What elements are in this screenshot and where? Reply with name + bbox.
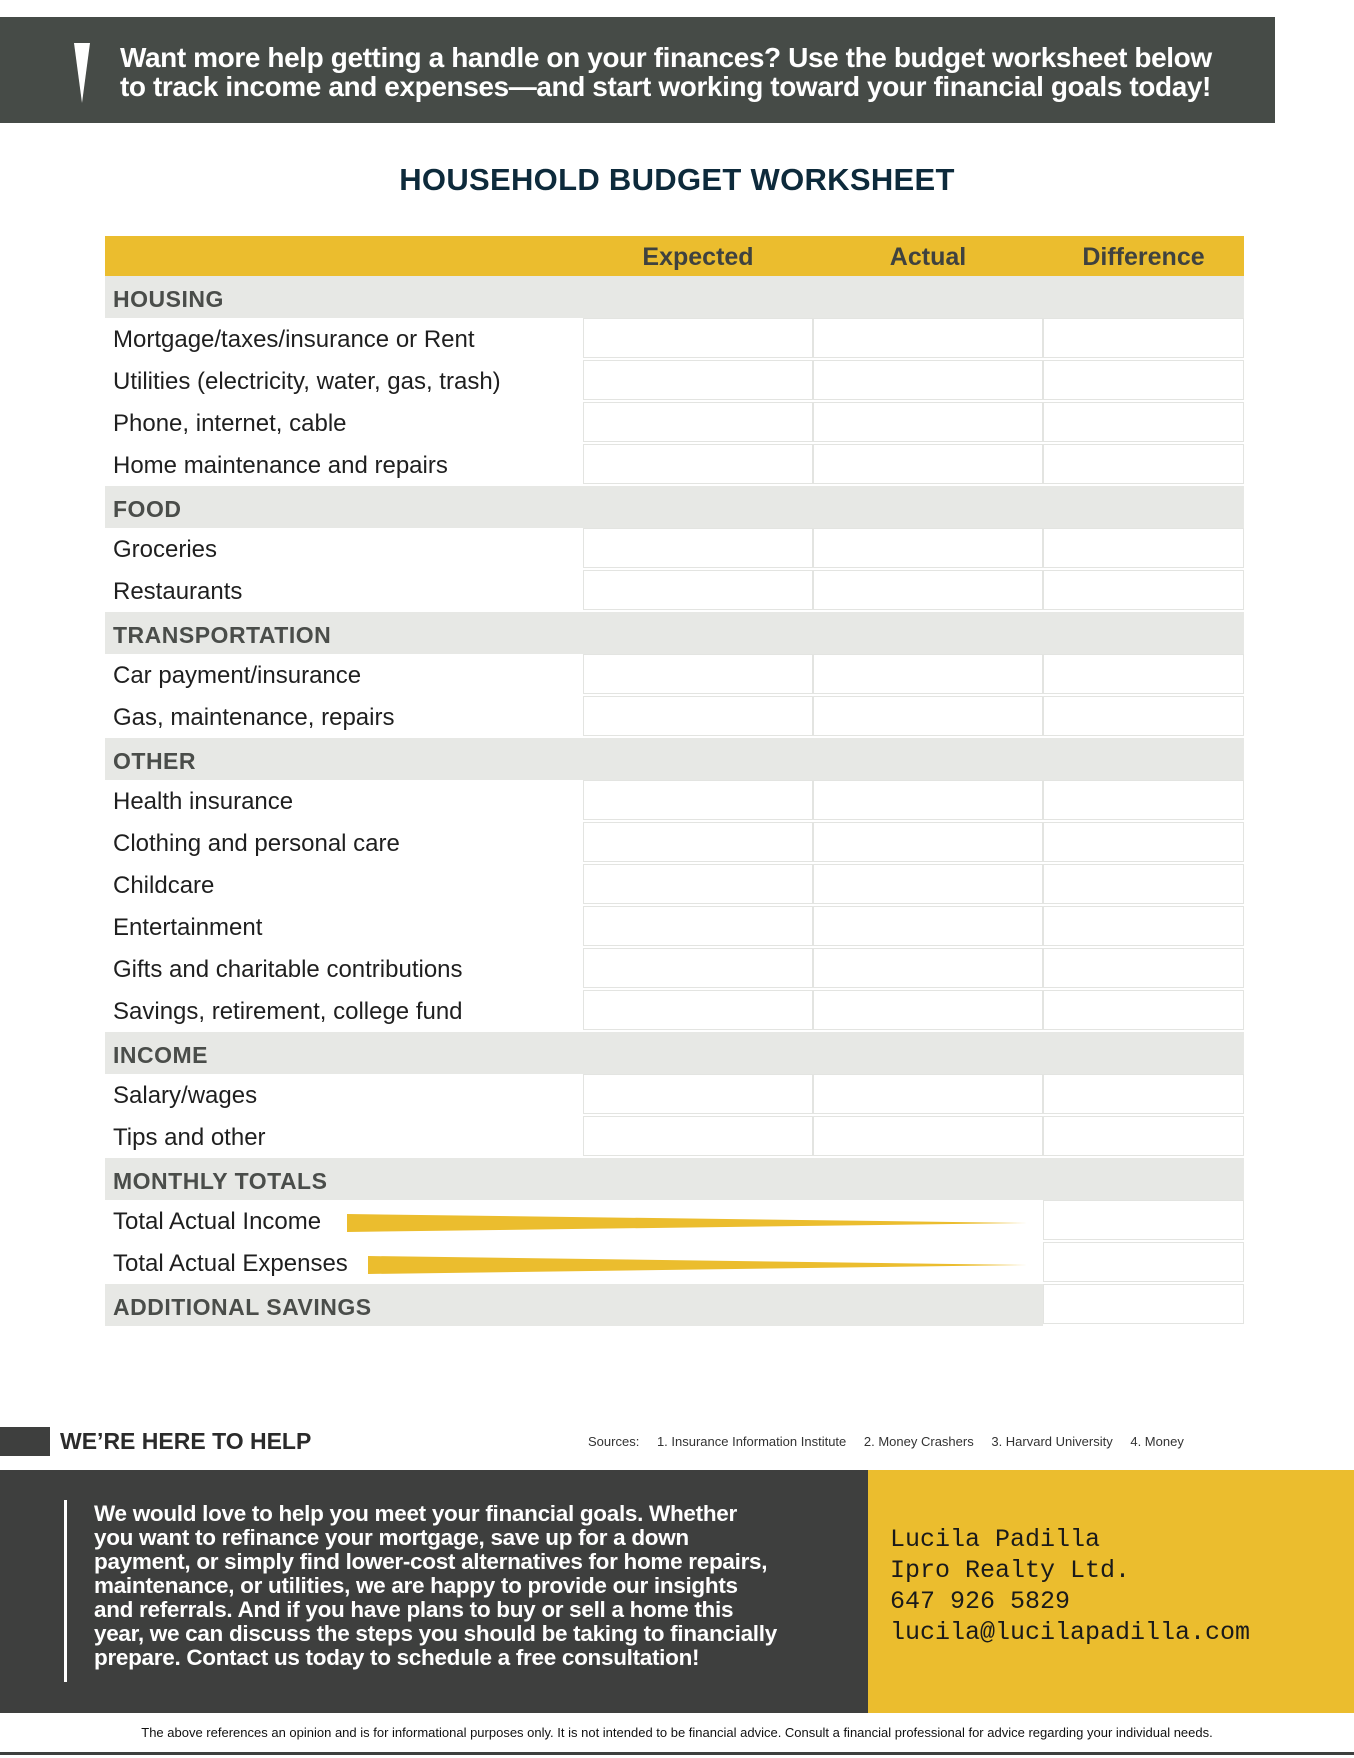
- difference-cell[interactable]: [1043, 696, 1244, 736]
- row-label: Salary/wages: [113, 1082, 258, 1109]
- intro-banner: [0, 17, 1275, 123]
- actual-cell[interactable]: [813, 822, 1043, 862]
- row-label: Home maintenance and repairs: [113, 452, 448, 479]
- expected-cell[interactable]: [583, 948, 813, 988]
- section-label: TRANSPORTATION: [113, 622, 332, 648]
- column-header-row: [105, 236, 1244, 276]
- total-expenses-cell[interactable]: [1043, 1242, 1244, 1282]
- row-label: Utilities (electricity, water, gas, trash): [113, 368, 501, 395]
- row-label: Car payment/insurance: [113, 662, 362, 689]
- row-label: Gas, maintenance, repairs: [113, 704, 395, 731]
- row-label: Health insurance: [113, 788, 294, 815]
- section-label: MONTHLY TOTALS: [113, 1168, 328, 1194]
- difference-cell[interactable]: [1043, 402, 1244, 442]
- contact-company: Ipro Realty Ltd.: [890, 1556, 1131, 1585]
- source-item: 1. Insurance Information Institute: [656, 1434, 847, 1449]
- difference-cell[interactable]: [1043, 1116, 1244, 1156]
- source-item: 4. Money: [1130, 1434, 1184, 1449]
- table-row: [105, 360, 1244, 402]
- row-label: Gifts and charitable contributions: [113, 956, 463, 983]
- help-line: and referrals. And if you have plans to buy or sell a home this: [94, 1597, 734, 1622]
- actual-cell[interactable]: [813, 1074, 1043, 1114]
- actual-cell[interactable]: [813, 402, 1043, 442]
- difference-cell[interactable]: [1043, 990, 1244, 1030]
- source-item: 3. Harvard University: [991, 1434, 1113, 1449]
- total-income-cell[interactable]: [1043, 1200, 1244, 1240]
- difference-cell[interactable]: [1043, 948, 1244, 988]
- difference-cell[interactable]: [1043, 528, 1244, 568]
- actual-cell[interactable]: [813, 948, 1043, 988]
- actual-cell[interactable]: [813, 906, 1043, 946]
- difference-cell[interactable]: [1043, 318, 1244, 358]
- help-accent-bar: [0, 1427, 50, 1456]
- actual-cell[interactable]: [813, 864, 1043, 904]
- section-housing: [105, 276, 1244, 318]
- expected-cell[interactable]: [583, 1116, 813, 1156]
- help-message: [94, 1502, 814, 1670]
- source-item: 2. Money Crashers: [863, 1434, 974, 1449]
- help-line: maintenance, or utilities, we are happy to provide our insights: [94, 1573, 738, 1598]
- row-label: Mortgage/taxes/insurance or Rent: [113, 326, 475, 353]
- expected-cell[interactable]: [583, 990, 813, 1030]
- bottom-rule: [0, 1752, 1354, 1755]
- table-row: [105, 528, 1244, 570]
- section-label: ADDITIONAL SAVINGS: [113, 1294, 372, 1320]
- sources-label: Sources:: [588, 1434, 640, 1449]
- row-label: Total Actual Expenses: [113, 1250, 348, 1277]
- actual-cell[interactable]: [813, 528, 1043, 568]
- table-row: [105, 822, 1244, 864]
- table-row: [105, 1200, 1244, 1242]
- expected-cell[interactable]: [583, 864, 813, 904]
- row-label: Tips and other: [113, 1124, 266, 1151]
- row-label: Phone, internet, cable: [113, 410, 347, 437]
- row-label: Entertainment: [113, 914, 263, 941]
- intro-text: [120, 43, 1240, 101]
- table-row: [105, 1242, 1244, 1284]
- difference-cell[interactable]: [1043, 1074, 1244, 1114]
- expected-cell[interactable]: [583, 528, 813, 568]
- table-row: [105, 1116, 1244, 1158]
- table-row: [105, 654, 1244, 696]
- table-row: [105, 696, 1244, 738]
- expected-cell[interactable]: [583, 402, 813, 442]
- difference-cell[interactable]: [1043, 570, 1244, 610]
- actual-cell[interactable]: [813, 360, 1043, 400]
- help-line: year, we can discuss the steps you should be taking to financially: [94, 1621, 777, 1646]
- section-other: [105, 738, 1244, 780]
- contact-name: Lucila Padilla: [890, 1525, 1101, 1554]
- contact-phone: 647 926 5829: [890, 1587, 1071, 1616]
- row-label: Total Actual Income: [113, 1208, 322, 1235]
- section-label: FOOD: [113, 496, 182, 522]
- section-income: [105, 1032, 1244, 1074]
- table-row: [105, 444, 1244, 486]
- row-label: Savings, retirement, college fund: [113, 998, 463, 1025]
- difference-cell[interactable]: [1043, 780, 1244, 820]
- contact-email: lucila@lucilapadilla.com: [890, 1618, 1251, 1647]
- row-label: Groceries: [113, 536, 218, 563]
- disclaimer: The above references an opinion and is for informational purposes only. It is not intended to be financial advice. Consult a financial professional for advice regarding your individual needs.: [141, 1725, 1213, 1740]
- help-line: you want to refinance your mortgage, save up for a down: [94, 1525, 689, 1550]
- expected-cell[interactable]: [583, 696, 813, 736]
- additional-savings-cell[interactable]: [1043, 1284, 1244, 1324]
- expected-cell[interactable]: [583, 444, 813, 484]
- section-transportation: [105, 612, 1244, 654]
- help-line: payment, or simply find lower-cost alternatives for home repairs,: [94, 1549, 768, 1574]
- help-line: We would love to help you meet your financial goals. Whether: [94, 1501, 737, 1526]
- actual-cell[interactable]: [813, 990, 1043, 1030]
- column-header-actual: Actual: [889, 243, 967, 271]
- actual-cell[interactable]: [813, 570, 1043, 610]
- table-row: [105, 570, 1244, 612]
- actual-cell[interactable]: [813, 318, 1043, 358]
- section-label: HOUSING: [113, 286, 224, 312]
- expected-cell[interactable]: [583, 318, 813, 358]
- help-message-box: [0, 1470, 868, 1713]
- actual-cell[interactable]: [813, 654, 1043, 694]
- table-row: [105, 402, 1244, 444]
- help-line: prepare. Contact us today to schedule a free consultation!: [94, 1645, 700, 1670]
- expected-cell[interactable]: [583, 822, 813, 862]
- actual-cell[interactable]: [813, 696, 1043, 736]
- table-row: [105, 318, 1244, 360]
- difference-cell[interactable]: [1043, 444, 1244, 484]
- expected-cell[interactable]: [583, 780, 813, 820]
- exclamation-icon: [74, 43, 90, 103]
- help-heading: WE’RE HERE TO HELP: [60, 1428, 312, 1454]
- section-monthly-totals: [105, 1158, 1244, 1200]
- contact-info: [890, 1524, 1250, 1648]
- table-row: [105, 948, 1244, 990]
- difference-cell[interactable]: [1043, 654, 1244, 694]
- table-row: [105, 864, 1244, 906]
- expected-cell[interactable]: [583, 360, 813, 400]
- expected-cell[interactable]: [583, 906, 813, 946]
- row-label: Childcare: [113, 872, 215, 899]
- pointer-arrow-icon: [368, 1256, 1027, 1274]
- pointer-arrow-icon: [347, 1214, 1027, 1232]
- expected-cell[interactable]: [583, 570, 813, 610]
- intro-line-2: to track income and expenses—and start working toward your financial goals today!: [120, 71, 1211, 102]
- section-food: [105, 486, 1244, 528]
- section-additional-savings: [105, 1284, 1043, 1326]
- page-title: HOUSEHOLD BUDGET WORKSHEET: [399, 162, 955, 197]
- section-label: INCOME: [113, 1042, 208, 1068]
- table-row: [105, 780, 1244, 822]
- divider: [64, 1500, 67, 1682]
- table-row: [105, 990, 1244, 1032]
- difference-cell[interactable]: [1043, 864, 1244, 904]
- actual-cell[interactable]: [813, 1116, 1043, 1156]
- table-row: [105, 1074, 1244, 1116]
- row-label: Clothing and personal care: [113, 830, 400, 857]
- difference-cell[interactable]: [1043, 906, 1244, 946]
- difference-cell[interactable]: [1043, 822, 1244, 862]
- sources-list: [588, 1434, 1198, 1449]
- section-label: OTHER: [113, 748, 196, 774]
- actual-cell[interactable]: [813, 780, 1043, 820]
- difference-cell[interactable]: [1043, 360, 1244, 400]
- expected-cell[interactable]: [583, 1074, 813, 1114]
- expected-cell[interactable]: [583, 654, 813, 694]
- actual-cell[interactable]: [813, 444, 1043, 484]
- table-row: [105, 906, 1244, 948]
- column-header-expected: Expected: [642, 243, 754, 271]
- row-label: Restaurants: [113, 578, 243, 605]
- column-header-difference: Difference: [1082, 243, 1205, 271]
- intro-line-1: Want more help getting a handle on your finances? Use the budget worksheet below: [120, 42, 1212, 73]
